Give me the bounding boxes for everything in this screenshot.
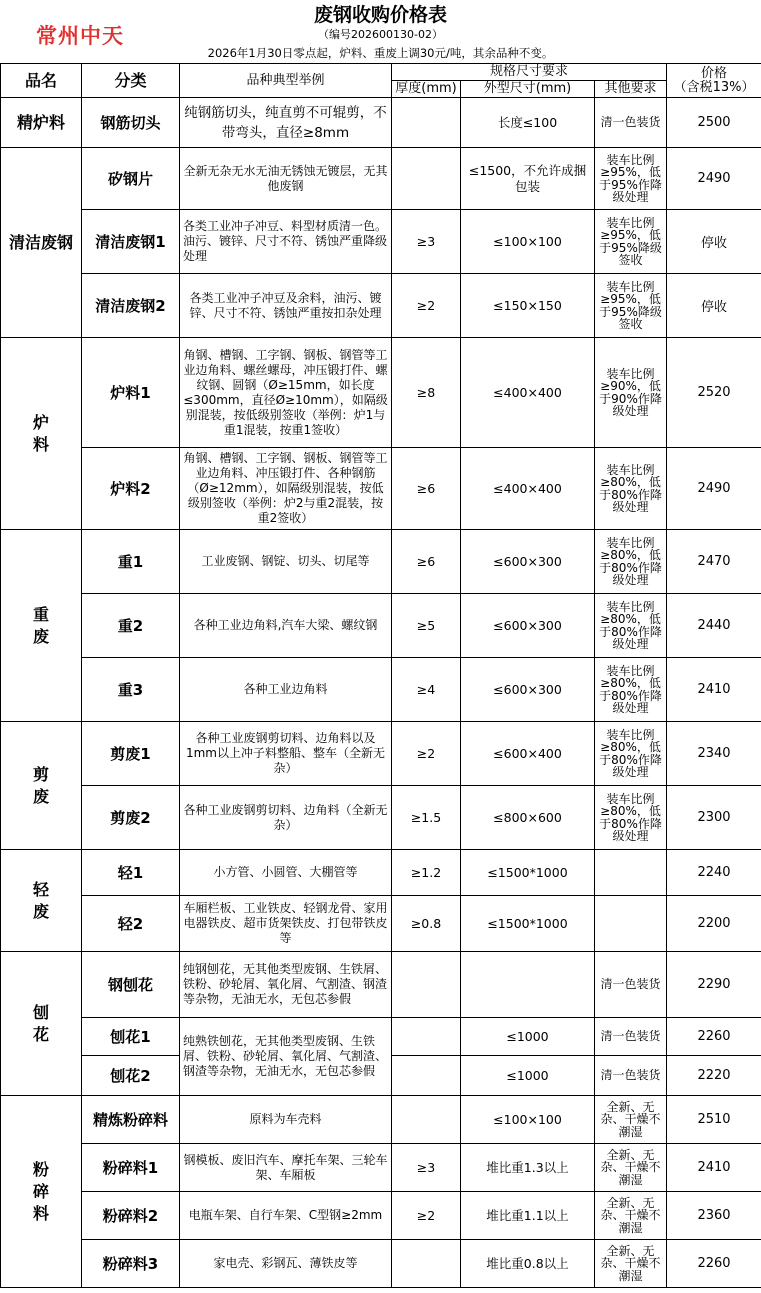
example-cell: 各类工业冲子冲豆、料型材质清一色。油污、镀锌、尺寸不符、锈蚀严重降级处理 [180,210,392,274]
table-row [1,1240,761,1288]
thickness-cell: ≥2 [392,722,461,786]
other-cell [595,896,667,952]
other-cell: 全新、无杂、干燥不潮湿 [595,1192,667,1240]
other-cell: 清一色装货 [595,952,667,1018]
table-row [1,1144,761,1192]
price-cell: 2410 [667,1144,761,1192]
example-cell: 各种工业边角料,汽车大梁、螺纹钢 [180,594,392,658]
other-cell: 清一色装货 [595,98,667,148]
shape-cell: ≤600×300 [461,594,595,658]
shape-cell: ≤1500，不允许成捆包装 [461,148,595,210]
other-cell: 装车比例≥80%，低于80%作降级处理 [595,448,667,530]
category-cell: 轻2 [82,896,180,952]
example-cell: 各类工业冲子冲豆及余料，油污、镀锌、尺寸不符、锈蚀严重按扣杂处理 [180,274,392,338]
category-cell: 钢刨花 [82,952,180,1018]
thickness-cell: ≥5 [392,594,461,658]
other-cell: 装车比例≥80%，低于80%作降级处理 [595,530,667,594]
example-cell: 各种工业废钢剪切料、边角料以及1mm以上冲子料整船、整车（全新无杂） [180,722,392,786]
thickness-cell: ≥1.2 [392,850,461,896]
table-row [1,722,761,786]
thickness-cell: ≥8 [392,338,461,448]
price-cell: 2410 [667,658,761,722]
price-cell: 2470 [667,530,761,594]
shape-cell: 长度≤100 [461,98,595,148]
example-cell: 纯钢刨花，无其他类型废钢、生铁屑、铁粉、砂轮屑、氧化屑、气割渣、钢渣等杂物，无油无水，无包芯参假 [180,952,392,1018]
product-cell [1,530,82,722]
shape-cell: ≤1500*1000 [461,850,595,896]
product-cell: 精炉料 [1,98,82,148]
table-row [1,786,761,850]
header-shape: 外型尺寸(mm) [461,81,595,98]
header-price-label: 价格 [701,65,728,81]
example-cell: 家电壳、彩钢瓦、薄铁皮等 [180,1240,392,1288]
watermark-logo: 常州中天 [36,24,124,48]
other-cell: 装车比例≥95%，低于95%降级签收 [595,274,667,338]
table-row [1,1018,761,1056]
other-cell: 装车比例≥95%，低于95%作降级处理 [595,148,667,210]
shape-cell: ≤150×150 [461,274,595,338]
thickness-cell [392,1018,461,1056]
shape-cell: 堆比重0.8以上 [461,1240,595,1288]
product-label-vertical: 粉碎料 [33,1159,50,1223]
category-cell: 钢筋切头 [82,98,180,148]
thickness-cell [392,952,461,1018]
shape-cell: ≤400×400 [461,338,595,448]
table-row [1,448,761,530]
category-cell: 精炼粉碎料 [82,1096,180,1144]
example-cell: 车厢栏板、工业铁皮、轻钢龙骨、家用电器铁皮、超市货架铁皮、打包带铁皮等 [180,896,392,952]
thickness-cell: ≥4 [392,658,461,722]
price-cell: 2260 [667,1240,761,1288]
thickness-cell: ≥2 [392,274,461,338]
example-cell: 角钢、槽钢、工字钢、钢板、钢管等工业边角料、螺丝螺母，冲压锻打件、螺纹钢、圆钢（Ø≥15mm，如长度≤300mm，直径Ø≥10mm），如隔级别混装，按低级别签收（举例：炉1与重1混装，按重1签收） [180,338,392,448]
shape-cell: 堆比重1.1以上 [461,1192,595,1240]
category-cell: 粉碎料1 [82,1144,180,1192]
shape-cell: ≤100×100 [461,210,595,274]
other-cell: 清一色装货 [595,1018,667,1056]
thickness-cell [392,98,461,148]
document-code: （编号202600130-02） [318,28,443,41]
product-cell [1,850,82,952]
header-spec: 规格尺寸要求 [392,64,667,81]
table-row [1,896,761,952]
category-cell: 剪废1 [82,722,180,786]
price-cell: 停收 [667,210,761,274]
shape-cell: ≤1500*1000 [461,896,595,952]
table-row [1,952,761,1018]
header-price-note: （含税13%） [673,79,755,95]
example-cell: 全新无杂无水无油无锈蚀无镀层，无其他废钢 [180,148,392,210]
header-thickness: 厚度(mm) [392,81,461,98]
thickness-cell: ≥2 [392,1192,461,1240]
product-cell [1,722,82,850]
example-cell: 各种工业边角料 [180,658,392,722]
category-cell: 清洁废钢2 [82,274,180,338]
product-label-vertical: 剪废 [33,764,50,806]
price-cell: 2240 [667,850,761,896]
thickness-cell: ≥3 [392,210,461,274]
thickness-cell: ≥6 [392,448,461,530]
product-label-vertical: 炉料 [33,412,50,454]
example-cell: 小方管、小圆管、大棚管等 [180,850,392,896]
shape-cell: ≤1000 [461,1056,595,1096]
shape-cell: ≤600×300 [461,530,595,594]
price-cell: 2340 [667,722,761,786]
shape-cell: 堆比重1.3以上 [461,1144,595,1192]
header-example: 品种典型举例 [180,64,392,98]
table-row [1,210,761,274]
price-notice: 2026年1月30日零点起，炉料、重废上调30元/吨，其余品种不变。 [207,46,554,60]
product-label-vertical: 重废 [33,604,50,646]
table-row [1,850,761,896]
example-cell: 原料为车壳料 [180,1096,392,1144]
category-cell: 刨花2 [82,1056,180,1096]
category-cell: 重2 [82,594,180,658]
header-product: 品名 [1,64,82,98]
category-cell: 剪废2 [82,786,180,850]
other-cell: 全新、无杂、干燥不潮湿 [595,1240,667,1288]
category-cell: 清洁废钢1 [82,210,180,274]
price-cell: 2500 [667,98,761,148]
category-cell: 炉料2 [82,448,180,530]
shape-cell: ≤400×400 [461,448,595,530]
price-cell: 停收 [667,274,761,338]
other-cell: 装车比例≥80%，低于80%作降级处理 [595,722,667,786]
other-cell: 装车比例≥80%，低于80%作降级处理 [595,658,667,722]
other-cell: 全新、无杂、干燥不潮湿 [595,1096,667,1144]
category-cell: 矽钢片 [82,148,180,210]
price-cell: 2440 [667,594,761,658]
product-label-vertical: 轻废 [33,879,50,921]
price-cell: 2520 [667,338,761,448]
category-cell: 重1 [82,530,180,594]
price-table [0,63,761,1288]
category-cell: 轻1 [82,850,180,896]
product-cell [1,338,82,530]
table-row [1,1192,761,1240]
example-cell: 电瓶车架、自行车架、C型钢≥2mm [180,1192,392,1240]
category-cell: 粉碎料2 [82,1192,180,1240]
shape-cell: ≤800×600 [461,786,595,850]
price-cell: 2360 [667,1192,761,1240]
price-cell: 2510 [667,1096,761,1144]
table-row [1,594,761,658]
shape-cell: ≤100×100 [461,1096,595,1144]
table-row [1,530,761,594]
header-category: 分类 [82,64,180,98]
example-cell: 各种工业废钢剪切料、边角料（全新无杂） [180,786,392,850]
example-cell: 纯熟铁刨花，无其他类型废钢、生铁屑、铁粉、砂轮屑、氧化屑、气割渣、钢渣等杂物，无油无水，无包芯参假 [180,1018,392,1096]
price-cell: 2300 [667,786,761,850]
shape-cell: ≤1000 [461,1018,595,1056]
other-cell: 清一色装货 [595,1056,667,1096]
product-label-vertical: 刨花 [33,1002,50,1044]
table-row [1,1096,761,1144]
price-cell: 2260 [667,1018,761,1056]
other-cell: 装车比例≥80%，低于80%作降级处理 [595,594,667,658]
document-title: 废钢收购价格表 [313,4,447,26]
other-cell [595,850,667,896]
example-cell: 纯钢筋切头，纯直剪不可辊剪，不带弯头，直径≥8mm [180,98,392,148]
product-cell [1,1096,82,1288]
price-cell: 2200 [667,896,761,952]
header-price [667,64,761,98]
table-row [1,658,761,722]
table-row [1,338,761,448]
product-cell: 清洁废钢 [1,148,82,338]
thickness-cell: ≥3 [392,1144,461,1192]
shape-cell [461,952,595,1018]
thickness-cell: ≥6 [392,530,461,594]
category-cell: 刨花1 [82,1018,180,1056]
shape-cell: ≤600×400 [461,722,595,786]
thickness-cell: ≥1.5 [392,786,461,850]
category-cell: 炉料1 [82,338,180,448]
thickness-cell [392,1056,461,1096]
thickness-cell [392,148,461,210]
price-cell: 2490 [667,448,761,530]
example-cell: 工业废钢、钢锭、切头、切尾等 [180,530,392,594]
price-cell: 2490 [667,148,761,210]
example-cell: 钢模板、废旧汽车、摩托车架、三轮车架、车厢板 [180,1144,392,1192]
price-cell: 2220 [667,1056,761,1096]
other-cell: 装车比例≥90%，低于90%作降级处理 [595,338,667,448]
product-cell [1,952,82,1096]
table-row [1,274,761,338]
thickness-cell [392,1096,461,1144]
table-row [1,98,761,148]
shape-cell: ≤600×300 [461,658,595,722]
other-cell: 装车比例≥95%，低于95%降级签收 [595,210,667,274]
thickness-cell [392,1240,461,1288]
category-cell: 重3 [82,658,180,722]
price-cell: 2290 [667,952,761,1018]
other-cell: 装车比例≥80%，低于80%作降级处理 [595,786,667,850]
table-row [1,148,761,210]
category-cell: 粉碎料3 [82,1240,180,1288]
thickness-cell: ≥0.8 [392,896,461,952]
other-cell: 全新、无杂、干燥不潮湿 [595,1144,667,1192]
header-other: 其他要求 [595,81,667,98]
example-cell: 角钢、槽钢、工字钢、钢板、钢管等工业边角料、冲压锻打件、各种钢筋（Ø≥12mm），如隔级别混装，按低级别签收（举例：炉2与重2混装，按重2签收） [180,448,392,530]
